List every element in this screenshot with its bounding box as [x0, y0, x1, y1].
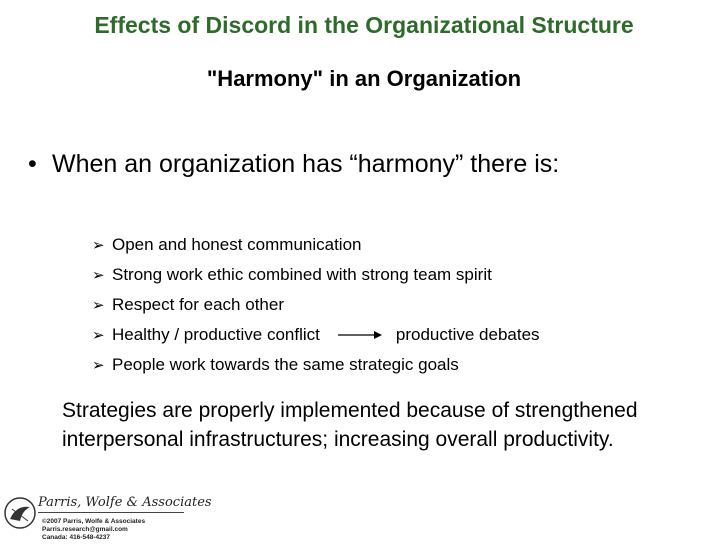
lead-bullet [28, 150, 559, 179]
list-item [92, 350, 540, 380]
logo-emblem-icon [2, 495, 38, 531]
company-logo [2, 495, 212, 545]
list-item [92, 230, 540, 260]
summary-text: Strategies are properly implemented because of strengthened interpersonal infrastructures; increasing overall productivity. [62, 399, 638, 451]
bullet-dot-icon: • [28, 150, 37, 178]
list-item-text: Healthy / productive conflict [112, 325, 320, 344]
list-item-text: Open and honest communication [112, 235, 362, 254]
right-arrow-icon [338, 330, 382, 340]
slide-title: Effects of Discord in the Organizational Structure [94, 12, 634, 38]
phone-text: Canada: 416-548-4237 [42, 534, 110, 541]
list-item [92, 290, 540, 320]
slide-subtitle: "Harmony" in an Organization [206, 66, 522, 91]
list-item-text: People work towards the same strategic goals [112, 355, 459, 374]
email-text: Parris.research@gmail.com [42, 526, 128, 533]
list-item [92, 320, 540, 350]
logo-name: Parris, Wolfe & Associates [38, 495, 212, 510]
lead-text: When an organization has “harmony” there is: [52, 150, 560, 178]
arrow-bullet-icon: ➢ [92, 357, 105, 374]
arrow-bullet-icon: ➢ [92, 327, 105, 344]
list-item [92, 260, 540, 290]
arrow-bullet-icon: ➢ [92, 297, 105, 314]
list-item-text: Strong work ethic combined with strong team spirit [112, 265, 492, 284]
arrow-bullet-icon: ➢ [92, 237, 105, 254]
copyright-text: ©2007 Parris, Wolfe & Associates [42, 518, 146, 525]
arrow-bullet-icon: ➢ [92, 267, 105, 284]
list-item-text: Respect for each other [112, 295, 284, 314]
harmony-list [92, 230, 540, 380]
flow-target-text: productive debates [395, 325, 540, 344]
logo-divider [38, 512, 184, 513]
